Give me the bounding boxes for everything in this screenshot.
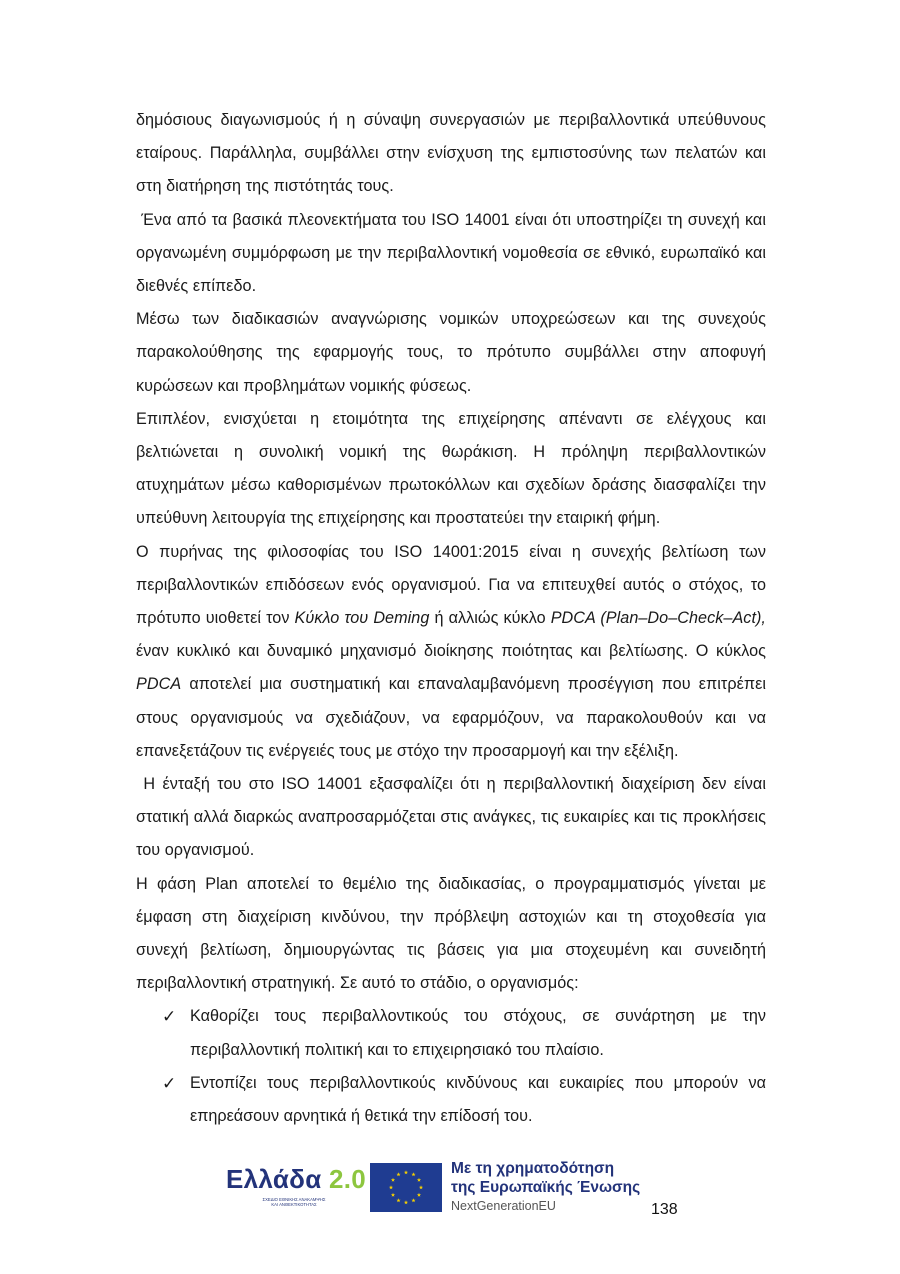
eu-funding-line: της Ευρωπαϊκής Ένωσης (451, 1179, 641, 1196)
list-item-text: Καθορίζει τους περιβαλλοντικούς του στόχους, σε συνάρτηση με την περιβαλλοντική πολιτική και το επιχειρησιακό του πλαίσιο. (190, 1007, 766, 1059)
paragraph-text: Ένα από τα βασικά πλεονεκτήματα του ISO 14001 είναι ότι υποστηρίζει τη συνεχή και οργανωμένη συμμόρφωση με την περιβαλλοντική νομοθεσία σε εθνικό, ευρωπαϊκό και διεθνές επίπεδο. (136, 210, 766, 296)
greece-logo-subtitle (246, 1197, 342, 1207)
checklist (136, 1000, 766, 1133)
list-item (136, 1000, 766, 1066)
italic-term: PDCA (136, 675, 182, 694)
text-run: Ο πυρήνας της φιλοσοφίας του ISO 14001:2015 είναι η συνεχής βελτίωση των περιβαλλοντικών επιδόσεων ενός οργανισμού. Για να επιτευχθεί αυτός ο στόχος, το πρότυπο υιοθετεί τον (136, 542, 766, 628)
greece-logo-word: Ελλάδα (226, 1164, 322, 1194)
paragraph-pdca (136, 536, 766, 768)
greece-2-0-logo (226, 1164, 367, 1212)
list-item (136, 1067, 766, 1133)
text-run: ή αλλιώς κύκλο (429, 609, 551, 628)
paragraph (136, 204, 766, 304)
list-item-text: Εντοπίζει τους περιβαλλοντικούς κινδύνους και ευκαιρίες που μπορούν να επηρεάσουν αρνητικά ή θετικά την επίδοσή του. (190, 1073, 766, 1126)
eu-flag-icon (370, 1163, 442, 1212)
footer (0, 1150, 900, 1230)
next-generation-eu-label: NextGenerationEU (451, 1199, 556, 1213)
body-text (136, 104, 766, 1133)
paragraph-text: Η ένταξή του στο ISO 14001 εξασφαλίζει ότι η περιβαλλοντική διαχείριση δεν είναι στατική αλλά διαρκώς αναπροσαρμόζεται στις ανάγκες, τις ευκαιρίες και τις προκλήσεις του οργανισμού. (136, 775, 766, 860)
greece-logo-title (226, 1164, 366, 1195)
eu-funding-text (451, 1159, 640, 1215)
checkmark-icon: ✓ (162, 1007, 177, 1027)
greece-logo-subtitle-line: ΣΧΕΔΙΟ ΕΘΝΙΚΗΣ ΑΝΑΚΑΜΨΗΣ (262, 1197, 326, 1202)
italic-term: PDCA (Plan–Do–Check–Act), (550, 609, 766, 628)
checkmark-icon: ✓ (162, 1073, 177, 1093)
eu-funding-line: Με τη χρηματοδότηση (451, 1160, 615, 1177)
italic-term: Κύκλο του Deming (294, 609, 430, 628)
text-run: αποτελεί μια συστηματική και επαναλαμβανόμενη προσέγγιση που επιτρέπει στους οργανισμούς να σχεδιάζουν, να εφαρμόζουν, να παρακολουθούν και να επανεξετάζουν τις ενέργειές τους με στόχο την προσαρμογή και την εξέλιξη. (136, 675, 766, 760)
paragraph (136, 768, 766, 868)
page-number: 138 (651, 1201, 678, 1218)
paragraph: δημόσιους διαγωνισμούς ή η σύναψη συνεργασιών με περιβαλλοντικά υπεύθυνους εταίρους. Παράλληλα, συμβάλλει στην ενίσχυση της εμπιστοσύνης των πελατών και στη διατήρηση της πιστότητάς τους. (136, 111, 766, 196)
paragraph: Μέσω των διαδικασιών αναγνώρισης νομικών υποχρεώσεων και της συνεχούς παρακολούθησης της εφαρμογής τους, το πρότυπο συμβάλλει στην αποφυγή κυρώσεων και προβλημάτων νομικής φύσεως. (136, 310, 766, 395)
greece-logo-number: 2.0 (329, 1164, 367, 1194)
greece-logo-subtitle-line: ΚΑΙ ΑΝΘΕΚΤΙΚΟΤΗΤΑΣ (271, 1202, 317, 1207)
paragraph: Επιπλέον, ενισχύεται η ετοιμότητα της επιχείρησης απέναντι σε ελέγχους και βελτιώνεται η συνολική νομική της θωράκιση. Η πρόληψη περιβαλλοντικών ατυχημάτων μέσω καθορισμένων πρωτοκόλλων και σχεδίων δράσης διασφαλίζει την υπεύθυνη λειτουργία της επιχείρησης και προστατεύει την εταιρική φήμη. (136, 409, 766, 528)
text-run: έναν κυκλικό και δυναμικό μηχανισμό διοίκησης ποιότητας και βελτίωσης. Ο κύκλος (136, 642, 766, 661)
paragraph: Η φάση Plan αποτελεί το θεμέλιο της διαδικασίας, ο προγραμματισμός γίνεται με έμφαση στη διαχείριση κινδύνου, την πρόβλεψη αστοχιών και τη στοχοθεσία για συνεχή βελτίωση, δημιουργώντας τις βάσεις για μια στοχευμένη και συνειδητή περιβαλλοντική στρατηγική. Σε αυτό το στάδιο, ο οργανισμός: (136, 874, 766, 993)
